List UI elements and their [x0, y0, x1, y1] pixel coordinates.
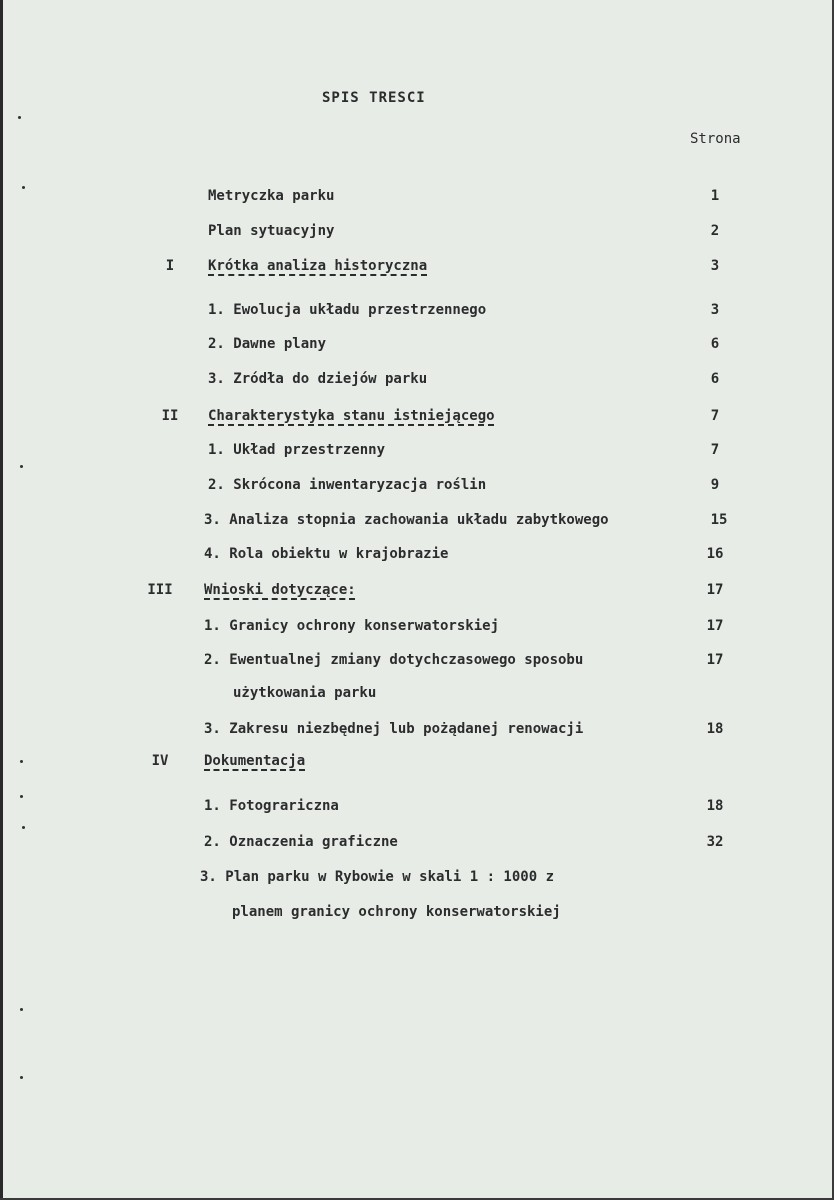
- toc-label: planem granicy ochrony konserwatorskiej: [232, 904, 561, 920]
- toc-entry-continuation: [0, 682, 834, 704]
- toc-section-heading: [0, 405, 834, 427]
- scan-speck: [22, 826, 25, 829]
- toc-page: 1: [710, 188, 720, 204]
- toc-entry: [0, 615, 834, 637]
- toc-entry: [0, 509, 834, 531]
- toc-label: 1. Fotograriczna: [204, 798, 339, 814]
- toc-entry: [0, 795, 834, 817]
- toc-section-heading: [0, 579, 834, 601]
- toc-section-heading: [0, 255, 834, 277]
- toc-entry: [0, 333, 834, 355]
- toc-page: 15: [710, 512, 728, 528]
- scan-speck: [18, 116, 21, 119]
- toc-label: 3. Zakresu niezbędnej lub pożądanej renowacji: [204, 721, 584, 737]
- toc-label: Metryczka parku: [208, 188, 335, 204]
- toc-label: 1. Granicy ochrony konserwatorskiej: [204, 618, 500, 634]
- toc-page: 18: [706, 721, 724, 737]
- toc-page: 6: [710, 371, 720, 387]
- toc-page: 17: [706, 652, 724, 668]
- toc-entry: [0, 439, 834, 461]
- toc-label: 3. Plan parku w Rybowie w skali 1 : 1000 z: [200, 869, 555, 885]
- toc-page: 2: [710, 223, 720, 239]
- toc-label: 3. Zródła do dziejów parku: [208, 371, 428, 387]
- toc-entry: [0, 718, 834, 740]
- toc-page: 17: [706, 582, 724, 598]
- document-title: SPIS TRESCI: [322, 90, 426, 106]
- toc-roman: I: [165, 258, 175, 274]
- toc-entry: [0, 220, 834, 242]
- toc-entry: [0, 543, 834, 565]
- toc-label: 1. Ewolucja układu przestrzennego: [208, 302, 487, 318]
- toc-label: Wnioski dotyczące:: [204, 582, 356, 598]
- toc-section-heading: [0, 750, 834, 772]
- toc-entry: [0, 299, 834, 321]
- toc-label: Krótka analiza historyczna: [208, 258, 428, 274]
- toc-page: 6: [710, 336, 720, 352]
- toc-label: 2. Skrócona inwentaryzacja roślin: [208, 477, 487, 493]
- toc-entry-continuation: [0, 901, 834, 923]
- toc-entry: [0, 831, 834, 853]
- toc-page: 16: [706, 546, 724, 562]
- toc-page: 7: [710, 442, 720, 458]
- toc-entry: [0, 185, 834, 207]
- scan-speck: [20, 465, 23, 468]
- toc-label: 2. Oznaczenia graficzne: [204, 834, 398, 850]
- toc-page: 3: [710, 302, 720, 318]
- toc-page: 7: [710, 408, 720, 424]
- toc-page: 32: [706, 834, 724, 850]
- toc-roman: IV: [151, 753, 169, 769]
- toc-entry: [0, 368, 834, 390]
- toc-label: Dokumentacja: [204, 753, 306, 769]
- scan-speck: [20, 1008, 23, 1011]
- scan-speck: [20, 1076, 23, 1079]
- toc-roman: III: [147, 582, 173, 598]
- toc-roman: II: [161, 408, 179, 424]
- toc-entry: [0, 474, 834, 496]
- toc-label: 1. Układ przestrzenny: [208, 442, 386, 458]
- toc-label: 4. Rola obiektu w krajobrazie: [204, 546, 449, 562]
- toc-label: 2. Dawne plany: [208, 336, 327, 352]
- toc-entry: [0, 866, 834, 888]
- toc-page: 9: [710, 477, 720, 493]
- page-column-header: Strona: [690, 131, 741, 147]
- toc-page: 3: [710, 258, 720, 274]
- toc-page: 18: [706, 798, 724, 814]
- toc-label: 3. Analiza stopnia zachowania układu zabytkowego: [204, 512, 609, 528]
- toc-label: 2. Ewentualnej zmiany dotychczasowego sposobu: [204, 652, 584, 668]
- toc-label: użytkowania parku: [233, 685, 377, 701]
- toc-label: Charakterystyka stanu istniejącego: [208, 408, 495, 424]
- toc-page: 17: [706, 618, 724, 634]
- toc-label: Plan sytuacyjny: [208, 223, 335, 239]
- toc-entry: [0, 649, 834, 671]
